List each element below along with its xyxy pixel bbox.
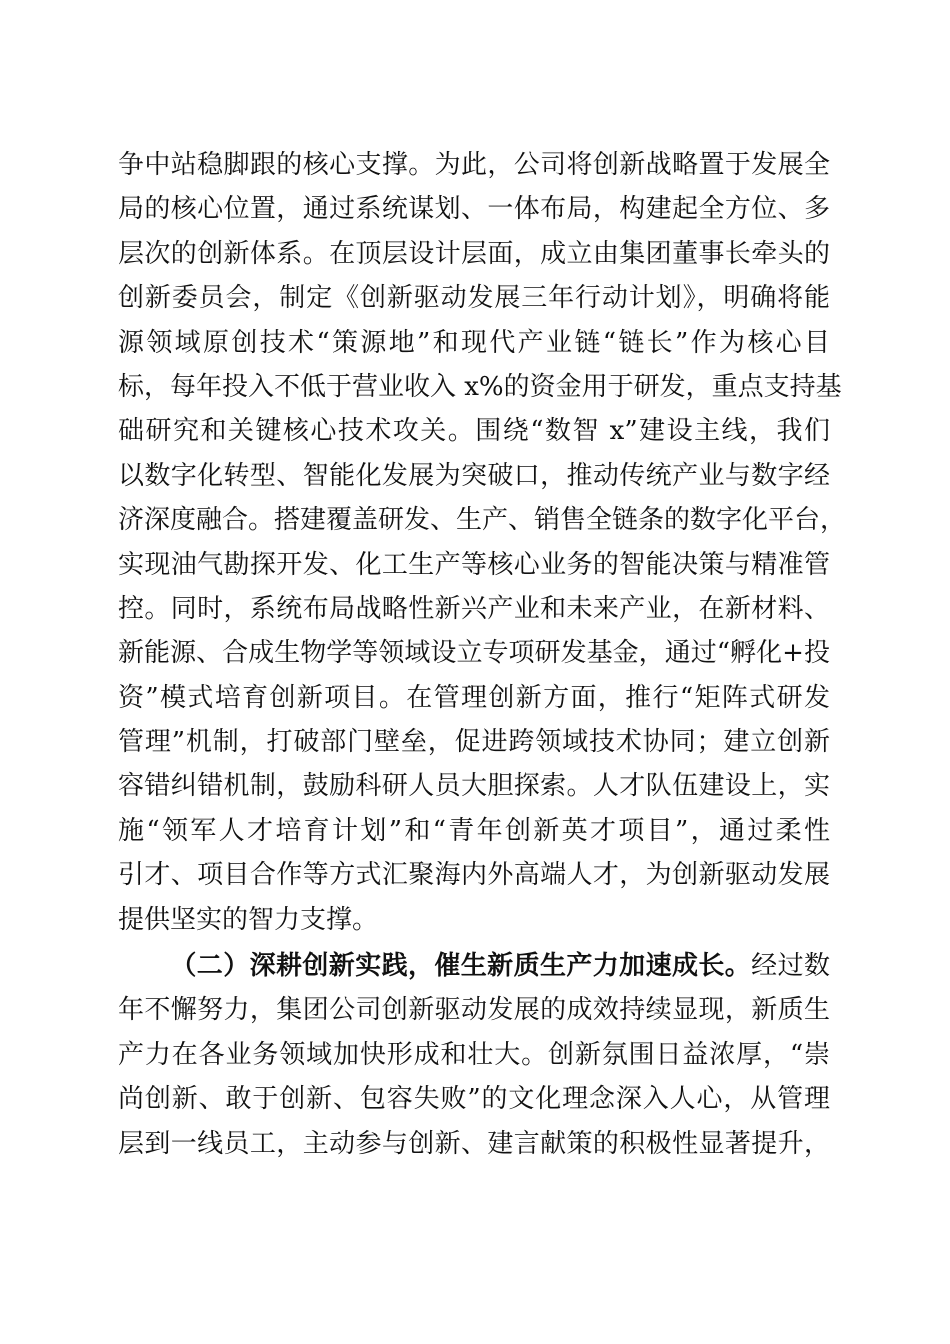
paragraph-line: 源领域原创技术“策源地”和现代产业链“链长”作为核心目: [118, 327, 830, 358]
paragraph-line: 层到一线员工，主动参与创新、建言献策的积极性显著提升，: [118, 1128, 830, 1159]
paragraph-line: 实现油气勘探开发、化工生产等核心业务的智能决策与精准管: [118, 549, 830, 580]
paragraph-line: 尚创新、敢于创新、包容失败”的文化理念深入人心，从管理: [118, 1084, 830, 1115]
paragraph-line: 容错纠错机制，鼓励科研人员大胆探索。人才队伍建设上，实: [118, 771, 830, 802]
paragraph-line: 层次的创新体系。在顶层设计层面，成立由集团董事长牵头的: [118, 238, 830, 269]
paragraph-line: 础研究和关键核心技术攻关。围绕“数智 x”建设主线，我们: [118, 416, 830, 447]
paragraph-line: 创新委员会，制定《创新驱动发展三年行动计划》，明确将能: [118, 283, 830, 314]
paragraph-line: 局的核心位置，通过系统谋划、一体布局，构建起全方位、多: [118, 194, 830, 225]
paragraph-line: 提供坚实的智力支撑。: [118, 904, 379, 935]
paragraph-line: 标，每年投入不低于营业收入 x%的资金用于研发，重点支持基: [118, 371, 842, 402]
paragraph-line: 管理”机制，打破部门壁垒，促进跨领域技术协同；建立创新: [118, 727, 830, 758]
paragraph-line: 新能源、合成生物学等领域设立专项研发基金，通过“孵化+投: [118, 638, 830, 669]
heading-line-continuation: 经过数: [751, 951, 830, 981]
paragraph-heading-line: [118, 944, 830, 988]
section-heading: （二）深耕创新实践，催生新质生产力加速成长。: [170, 951, 752, 981]
paragraph-line: 资”模式培育创新项目。在管理创新方面，推行“矩阵式研发: [118, 682, 830, 713]
paragraph-line: 年不懈努力，集团公司创新驱动发展的成效持续显现，新质生: [118, 995, 830, 1026]
paragraph-line: 以数字化转型、智能化发展为突破口，推动传统产业与数字经: [118, 460, 830, 491]
paragraph-line: 济深度融合。搭建覆盖研发、生产、销售全链条的数字化平台，: [118, 505, 847, 536]
paragraph-line: 引才、项目合作等方式汇聚海内外高端人才，为创新驱动发展: [118, 860, 830, 891]
paragraph-line: 产力在各业务领域加快形成和壮大。创新氛围日益浓厚，“崇: [118, 1039, 830, 1070]
paragraph-line: 控。同时，系统布局战略性新兴产业和未来产业，在新材料、: [118, 593, 830, 624]
body-paragraph-2: [118, 944, 830, 1166]
paragraph-line: 施“领军人才培育计划”和“青年创新英才项目”，通过柔性: [118, 815, 830, 846]
paragraph-line: 争中站稳脚跟的核心支撑。为此，公司将创新战略置于发展全: [118, 150, 830, 180]
body-paragraph-1: [118, 143, 847, 942]
